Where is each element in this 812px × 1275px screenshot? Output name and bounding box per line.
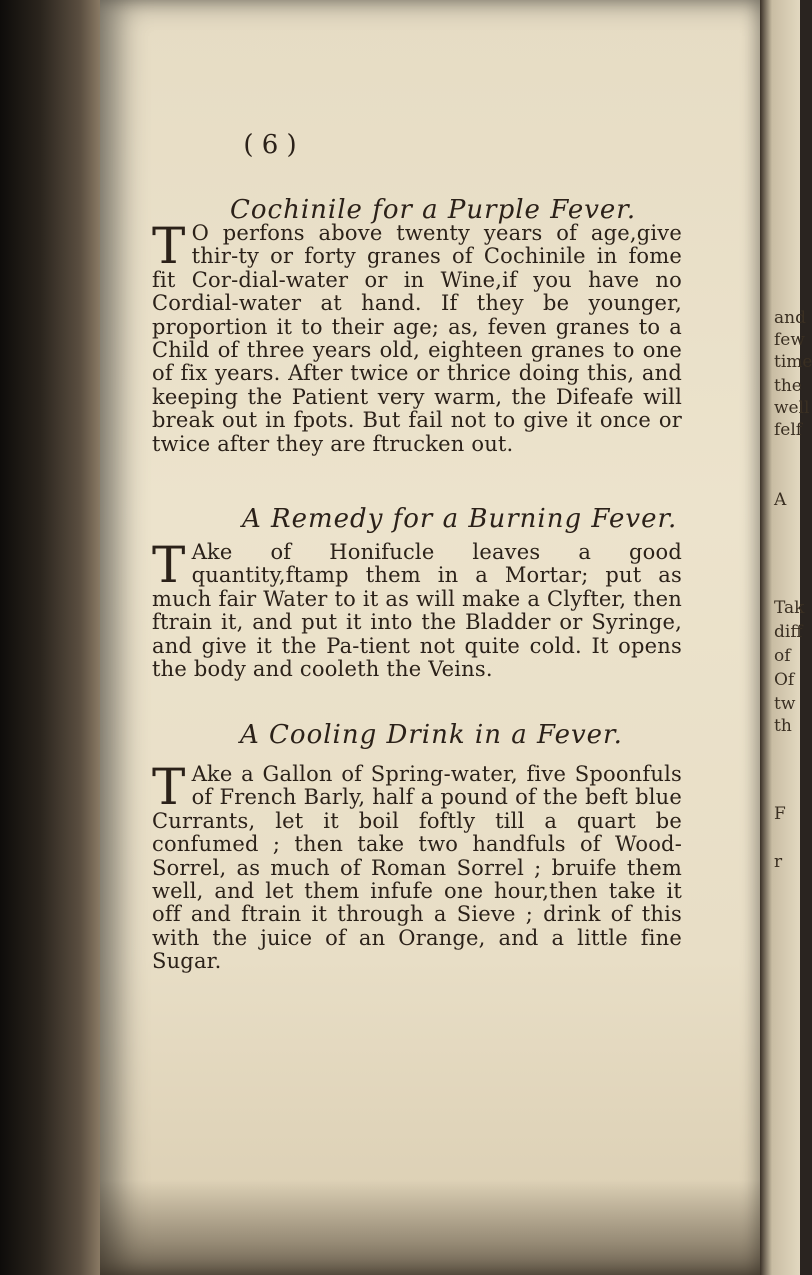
facing-page-fragment: Of (774, 670, 795, 690)
drop-cap: T (152, 217, 186, 275)
section-heading-cochinile: Cochinile for a Purple Fever. (230, 195, 637, 225)
facing-page-fragment: time (774, 352, 812, 372)
book-binding (0, 0, 100, 1275)
facing-page-fragment: the (774, 376, 802, 396)
section-heading-burning-fever: A Remedy for a Burning Fever. (242, 504, 678, 534)
section-body-cooling-drink (152, 758, 682, 974)
page-number: ( 6 ) (243, 130, 297, 160)
facing-page-fragment: Tak (774, 598, 805, 618)
facing-page-fragment: and (774, 308, 806, 328)
page-shadow (100, 1180, 760, 1275)
facing-page-fragment: diff (774, 622, 803, 642)
facing-page-fragment: felf (774, 420, 803, 440)
drop-cap: T (152, 536, 186, 594)
facing-page-fragment: tw (774, 694, 796, 714)
facing-page-edge (760, 0, 812, 1275)
facing-page-fragment: well (774, 398, 810, 418)
paragraph-text: O perfons above twenty years of age,give thir-ty or forty granes of Cochinile in fome fit Cor-dial-water or in Wine,if you have no Cordial-water at hand. If they be younger, proportion it to their age; as, feven granes to a Child of three years old, eighteen granes to one of fix years. After twice or thrice doing this, and keeping the Patient very warm, the Difeafe will break out in fpots. But fail not to give it once or twice after they are ftrucken out. (152, 221, 682, 456)
facing-page-fragment: r (774, 852, 783, 872)
section-heading-cooling-drink: A Cooling Drink in a Fever. (240, 720, 623, 750)
drop-cap: T (152, 758, 186, 816)
section-body-burning-fever (152, 536, 682, 682)
paragraph-text: Ake of Honifucle leaves a good quantity,ftamp them in a Mortar; put as much fair Water to it as will make a Clyfter, then ftrain it, and put it into the Bladder or Syringe, and give it the Pa-tient not quite cold. It opens the body and cooleth the Veins. (152, 540, 682, 682)
paragraph-text: Ake a Gallon of Spring-water, five Spoonfuls of French Barly, half a pound of the beft blue Currants, let it boil foftly till a quart be confumed ; then take two handfuls of Wood-Sorrel, as much of Roman Sorrel ; bruife them well, and let them infufe one hour,then take it off and ftrain it through a Sieve ; drink of this with the juice of an Orange, and a little fine Sugar. (152, 762, 682, 974)
facing-page-fragment: few (774, 330, 805, 350)
facing-page-fragment: F (774, 804, 786, 824)
facing-page-fragment: th (774, 716, 792, 736)
facing-page-fragment: A (774, 490, 787, 510)
facing-page-fragment: of (774, 646, 791, 666)
section-body-cochinile (152, 217, 682, 456)
